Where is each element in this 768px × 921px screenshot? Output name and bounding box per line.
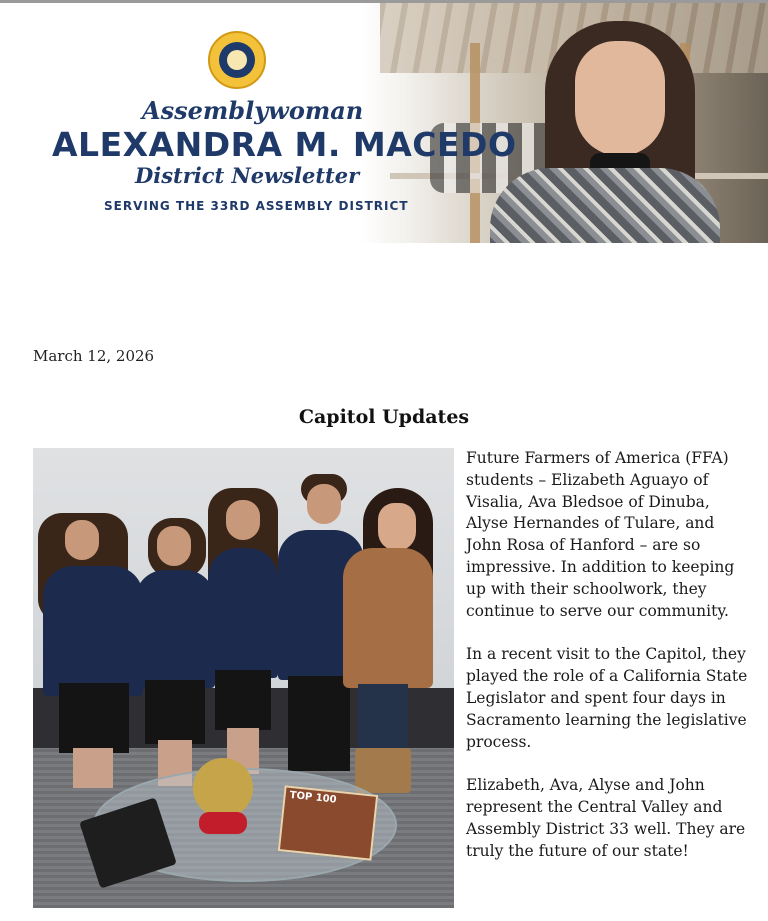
student-skirt — [145, 680, 205, 744]
article-paragraph: Elizabeth, Ava, Alyse and John represent the Central Valley and Assembly District 33 well. They are truly the future of our state! — [466, 776, 746, 860]
ffa-students-photo — [33, 448, 454, 908]
red-bow — [199, 812, 247, 834]
student-head — [226, 500, 260, 540]
banner-subtitle: District Newsletter — [135, 163, 360, 188]
student-pants — [288, 676, 350, 771]
assemblywoman-portrait-face — [575, 41, 665, 156]
assemblywoman-portrait-coat — [490, 168, 720, 243]
book-label: TOP 100 — [289, 789, 338, 806]
california-assembly-seal-icon — [208, 31, 266, 89]
newsletter-date: March 12, 2026 — [33, 347, 155, 365]
student-jacket — [43, 566, 143, 696]
gold-tray — [193, 758, 253, 818]
assemblywoman-boots — [355, 748, 411, 793]
banner-tagline: SERVING THE 33RD ASSEMBLY DISTRICT — [104, 199, 409, 213]
banner-kicker: Assemblywoman — [142, 96, 364, 125]
section-heading: Capitol Updates — [298, 406, 470, 428]
assemblywoman-jacket — [343, 548, 433, 688]
newsletter-banner — [0, 3, 768, 243]
student-skirt — [59, 683, 129, 753]
student-legs — [73, 748, 113, 788]
article-body — [466, 448, 748, 885]
student-skirt — [215, 670, 271, 730]
assemblywoman-face — [378, 503, 416, 551]
student-head — [65, 520, 99, 560]
banner-name: ALEXANDRA M. MACEDO — [52, 125, 517, 164]
article-paragraph: In a recent visit to the Capitol, they played the role of a California State Legislator and spent four days in Sacramento learning the legislative process. — [466, 645, 748, 751]
top-100-book — [278, 785, 378, 860]
student-head — [307, 484, 341, 524]
student-head — [157, 526, 191, 566]
article-paragraph: Future Farmers of America (FFA) students – Elizabeth Aguayo of Visalia, Ava Bledsoe of Dinuba, Alyse Hernandes of Tulare, and John Rosa of Hanford – are so impressive. In addition to keeping up with their schoolwork, they continue to serve our community. — [466, 449, 735, 620]
student-jacket — [135, 570, 215, 688]
student-jacket — [208, 548, 278, 678]
